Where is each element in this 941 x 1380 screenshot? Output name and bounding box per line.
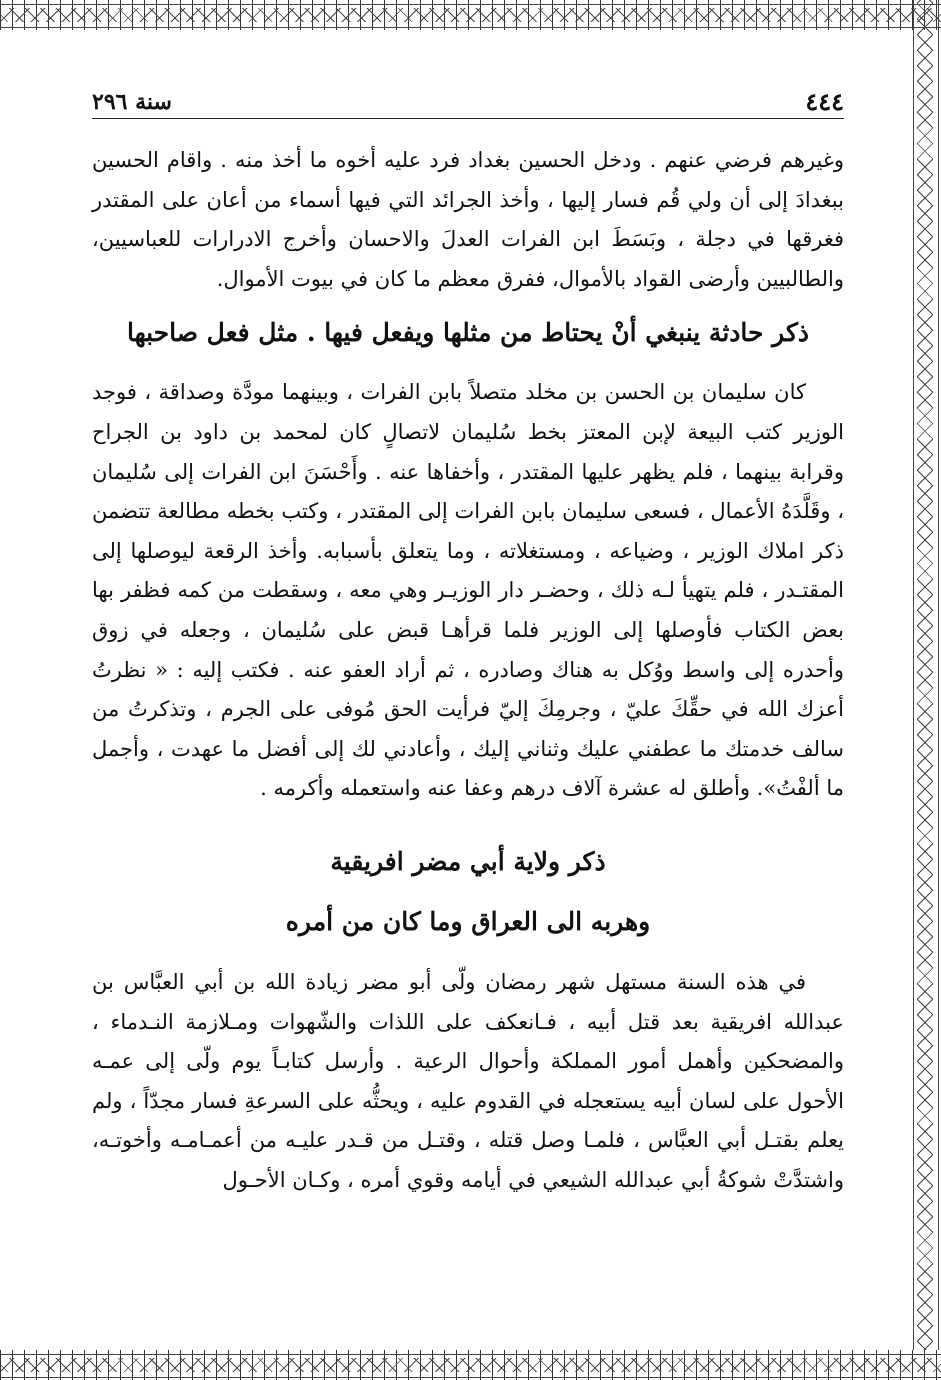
section1-heading: ذكر حادثة ينبغي أنْ يحتاط من مثلها ويفعل فيها . مثل فعل صاحبها <box>126 318 810 348</box>
year-label: سنة ٢٩٦ <box>92 89 172 115</box>
ornamental-border-right <box>909 0 941 1380</box>
section1-paragraph: كان سليمان بن الحسن بن مخلد متصلاً بابن الفرات ، وبينهما مودَّة وصداقة ، فوجد الوزير كتب البيعة لإبن المعتز بخط سُليمان لاتصالٍ كان لمحمد بن داود بن الجراح وقرابة بينهما ، فلم يظهر عليها المقتدر ، وأخفاها عنه . وأَحْسَنَ ابن الفرات إلى سُليمان ، وقَلَّدَهُ الأعمال ، فسعى سليمان بابن الفرات إلى المقتدر ، وكتب بخطه مطالعة تتضمن ذكر املاك الوزير ، وضياعه ، ومستغلاته ، وما يتعلق بأسبابه. وأخذ الرقعة ليوصلها إلى المقتـدر ، فلم يتهيأ لـه ذلك ، وحضـر دار الوزيـر وهي معه ، وسقطت من كمه فظفر بها بعض الكتاب فأوصلها إلى الوزير فلما قرأهـا قبض على سُليمان ، وجعله في زوق وأحدره إلى واسط ووُكل به هناك وصادره ، ثم أراد العفو عنه . فكتب إليه : « نظرتُ أعزك الله في حقِّكَ عليّ ، وجرمِكَ إليّ فرأيت الحق مُوفى على الجرم ، وتذكرتُ من سالف خدمتك ما عطفني عليك وثناني إليك ، وأعادني لك إلى أفضل ما عهدت ، وأجمل ما ألفْتُ». وأطلق له عشرة آلاف درهم وعفا عنه واستعمله وأكرمه . <box>92 380 844 801</box>
running-head <box>92 88 844 119</box>
ornamental-border-top <box>0 0 941 30</box>
ornamental-border-bottom <box>0 1350 941 1380</box>
intro-paragraph: وغيرهم فرضي عنهم . ودخل الحسين بغداد فرد عليه أخوه ما أخذ منه . واقام الحسين ببغدادَ إلى أن ولي قُم فسار إليها ، وأخذ الجرائد التي فيها أسماء من أعان على المقتدر فغرقها في دجلة ، وبَسَطَ ابن الفرات العدلَ والاحسان وأخرج الادرارات للعباسيين، والطالبيين وأرضى القواد بالأموال، ففرق معظم ما كان في بيوت الأموال. <box>92 148 844 291</box>
book-page <box>92 88 844 1200</box>
section2-paragraph: في هذه السنة مستهل شهر رمضان ولّى أبو مضر زيادة الله بن أبي العبَّاس بن عبدالله افريقية بعد قتل أبيه ، فـانعكف على اللذات والشّهوات ومـلازمة النـدماء ، والمضحكين وأهمل أمور المملكة وأحوال الرعية . وأرسل كتابـاً يوم ولّى إلى عمـه الأحول على لسان أبيه يستعجله في القدوم عليه ، ويحثُّه على السرعةِ فسار مجدّاً ، ولم يعلم بقتـل أبي العبَّاس ، فلمـا وصل قتله ، وقتـل من قـدر عليـه من أعمـامـه وأخوتـه، واشتدَّتْ شوكةُ أبي عبدالله الشيعي في أيامه وقوي أمره ، وكـان الأحـول <box>92 969 844 1192</box>
section2-heading-line2: وهربه الى العراق وما كان من أمره <box>285 906 651 936</box>
page-number: ٤٤٤ <box>805 87 844 116</box>
section2-heading-line1: ذكر ولاية أبي مضر افريقية <box>330 846 606 876</box>
